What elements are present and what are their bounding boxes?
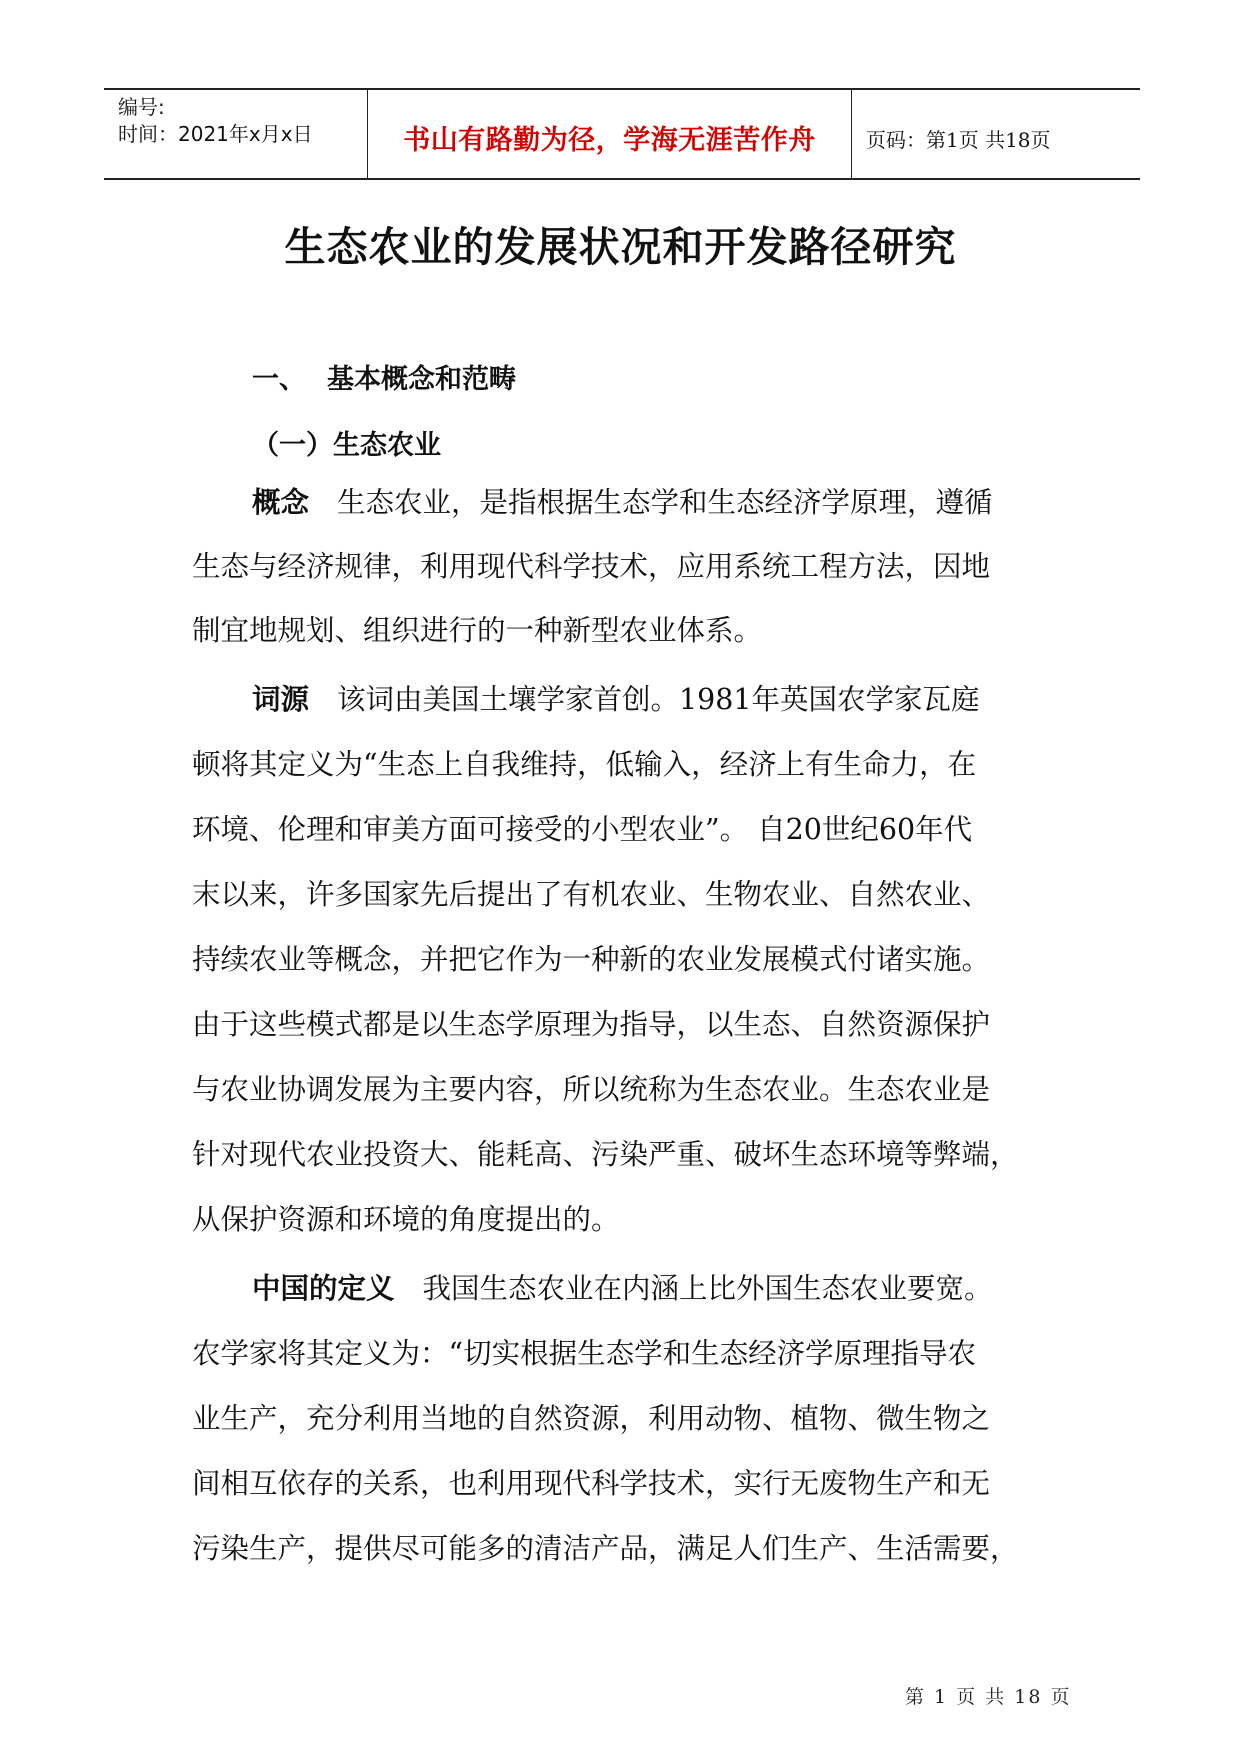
header-left-cell [104,90,368,178]
paragraph-term: 词源 [252,683,310,716]
paragraph-concept-line: 概念 生态农业，是指根据生态学和生态经济学原理，遵循 [252,486,993,519]
paragraph-line: 生态与经济规律，利用现代科学技术，应用系统工程方法，因地 [192,550,991,583]
paragraph-line: 业生产，充分利用当地的自然资源，利用动物、植物、微生物之 [192,1402,991,1435]
paragraph-line: 农学家将其定义为：“切实根据生态学和生态经济学原理指导农 [192,1337,977,1370]
paragraph-line: 环境、伦理和审美方面可接受的小型农业”。 自20世纪60年代 [192,813,973,846]
paragraph-term: 概念 [252,486,310,519]
paragraph-line: 由于这些模式都是以生态学原理为指导，以生态、自然资源保护 [192,1008,991,1041]
document-header [104,88,1140,180]
paragraph-line: 持续农业等概念，并把它作为一种新的农业发展模式付诸实施。 [192,943,991,976]
section-number: 一、 [252,364,306,395]
header-motto: 书山有路勤为径，学海无涯苦作舟 [403,125,816,156]
paragraph-etymology-line: 词源 该词由美国土壤学家首创。1981年英国农学家瓦庭 [252,683,980,716]
paragraph-line: 针对现代农业投资大、能耗高、污染严重、破坏生态环境等弊端， [192,1138,1019,1171]
document-time-label: 时间：2021年x月x日 [118,122,313,146]
paragraph-line: 顿将其定义为“生态上自我维持，低输入，经济上有生命力，在 [192,748,977,781]
section-heading [252,357,516,396]
document-title: 生态农业的发展状况和开发路径研究 [284,223,957,271]
paragraph-line: 间相互依存的关系，也利用现代科学技术，实行无废物生产和无 [192,1467,991,1500]
paragraph-line: 从保护资源和环境的角度提出的。 [192,1203,620,1236]
header-page-info: 页码：第1页 共18页 [866,128,1051,152]
paragraph-term: 中国的定义 [252,1272,395,1305]
paragraph-line: 末以来，许多国家先后提出了有机农业、生物农业、自然农业、 [192,878,991,911]
page-footer: 第 1 页 共 18 页 [905,1686,1072,1708]
paragraph-line: 制宜地规划、组织进行的一种新型农业体系。 [192,614,763,647]
paragraph-line: 与农业协调发展为主要内容，所以统称为生态农业。生态农业是 [192,1073,991,1106]
paragraph-china-definition-line: 中国的定义 我国生态农业在内涵上比外国生态农业要宽。 [252,1272,993,1305]
document-number-label: 编号: [118,95,165,119]
paragraph-line: 污染生产，提供尽可能多的清洁产品，满足人们生产、生活需要， [192,1532,1019,1565]
header-right-cell [852,90,1140,178]
subsection-heading: （一）生态农业 [252,430,441,461]
section-title: 基本概念和范畴 [327,364,516,395]
header-middle-cell [368,90,852,178]
